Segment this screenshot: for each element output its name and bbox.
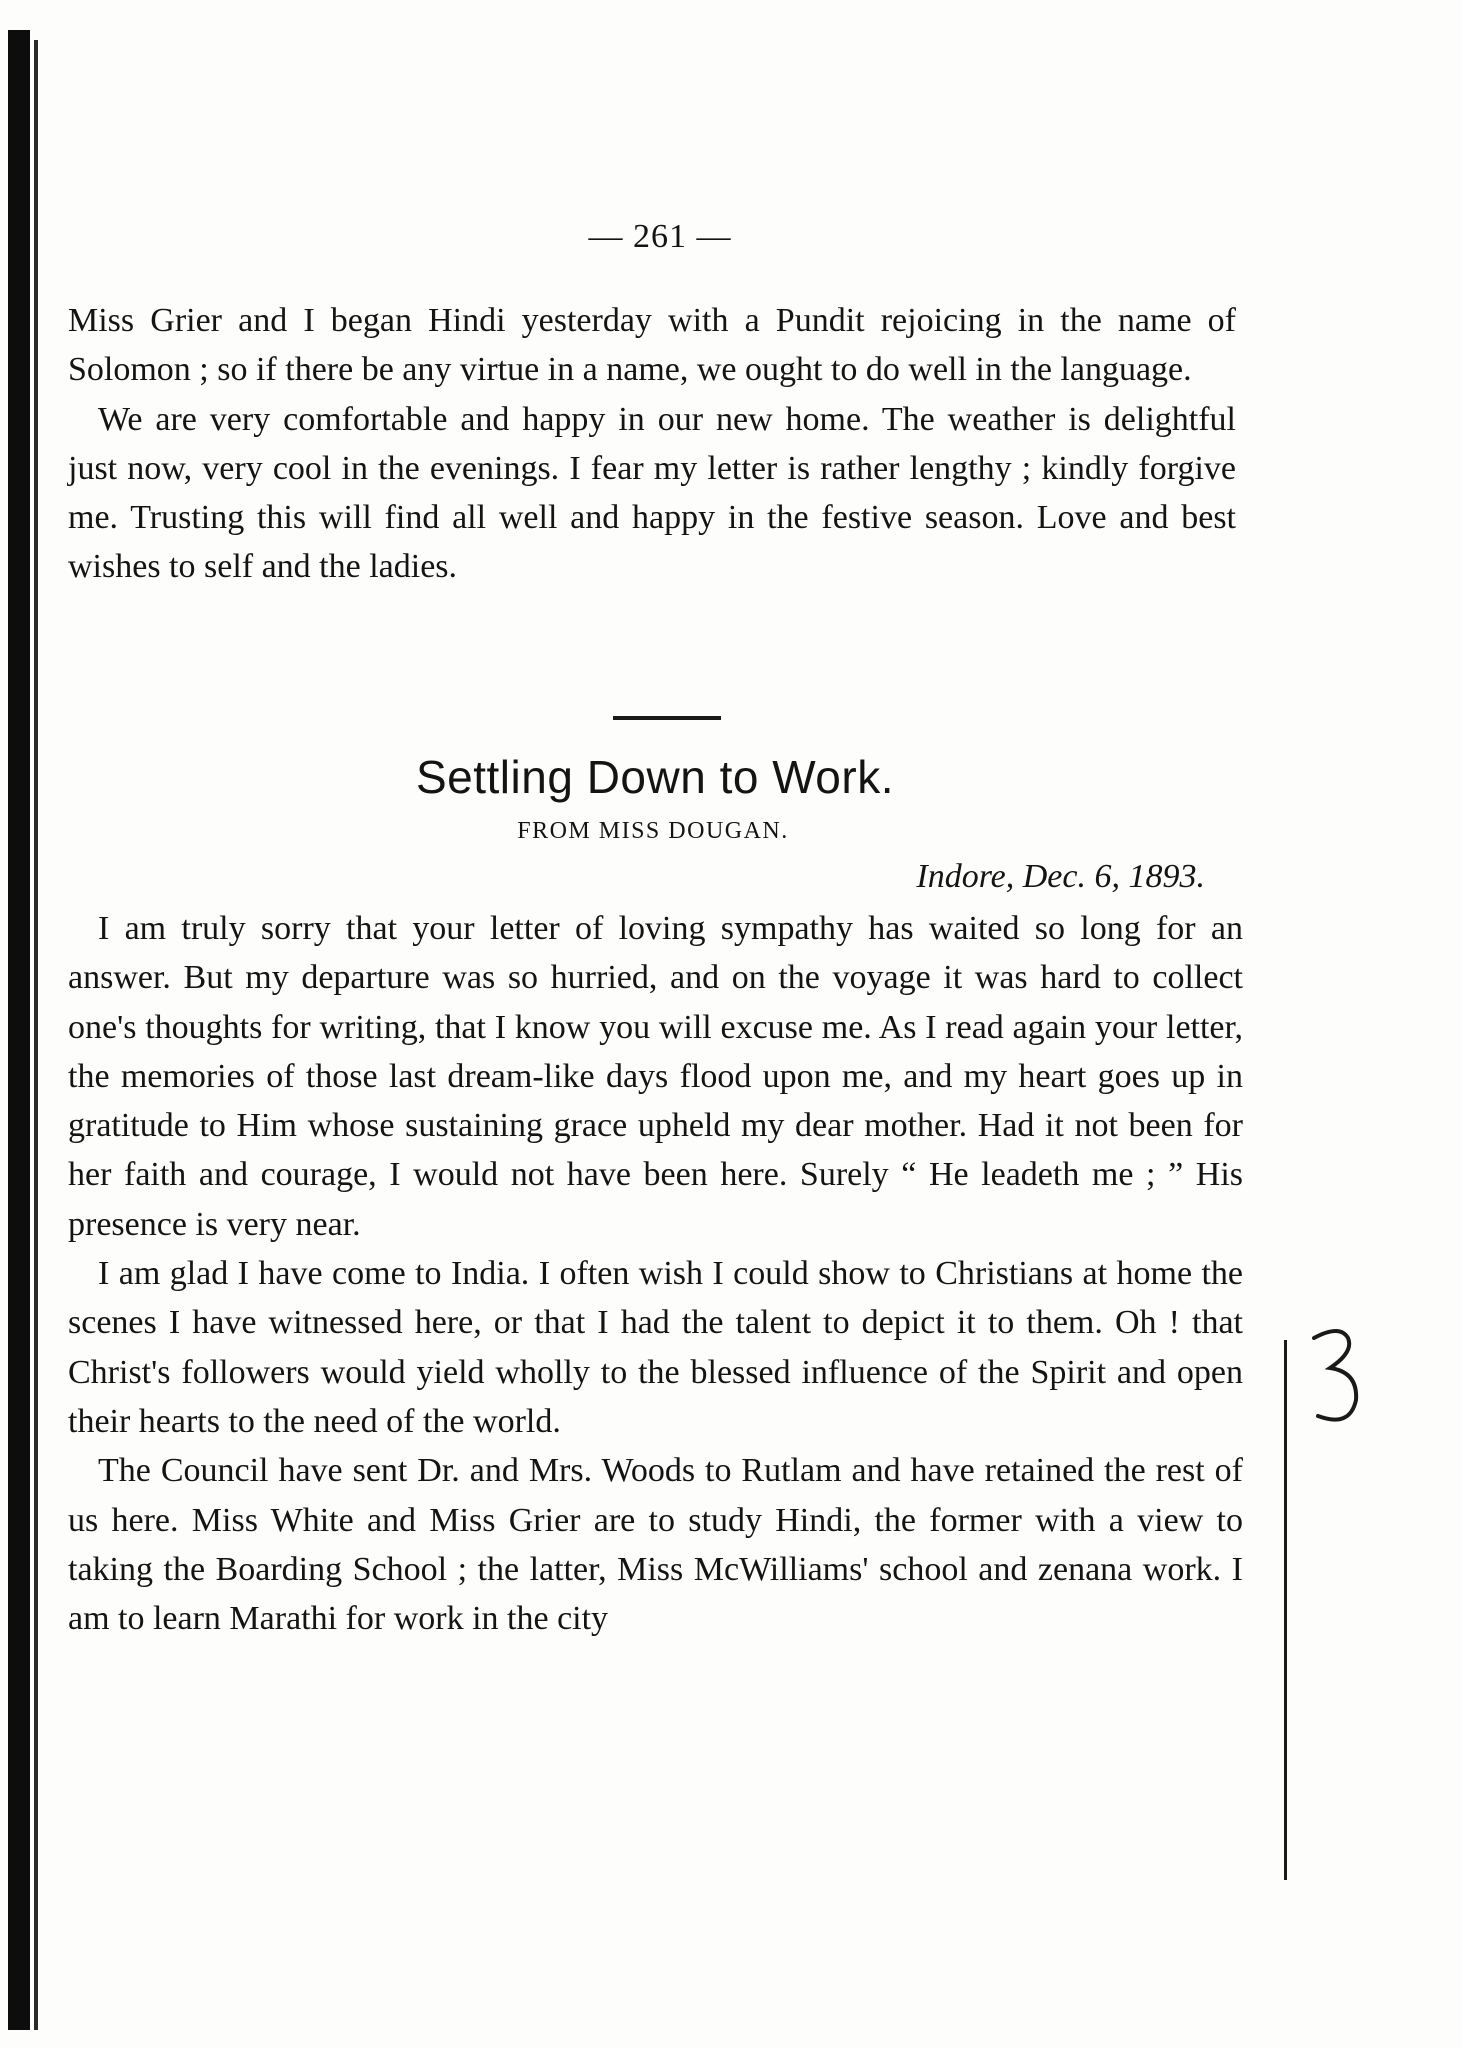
article-dateline: Indore, Dec. 6, 1893.	[916, 858, 1205, 895]
article-body	[68, 904, 1243, 1643]
paragraph: The Council have sent Dr. and Mrs. Woods to Rutlam and have retained the rest of us here. Miss White and Miss Grier are to study Hindi, the former with a view to taking the Boarding School ; the latter, Miss McWilliams' school and zenana work. I am to learn Marathi for work in the city	[68, 1452, 1243, 1638]
binding-shadow	[34, 40, 38, 2030]
continued-letter-text	[68, 296, 1236, 592]
section-separator	[613, 716, 721, 720]
article-byline: FROM MISS DOUGAN.	[517, 818, 789, 844]
article-title: Settling Down to Work.	[415, 751, 894, 803]
paragraph: Miss Grier and I began Hindi yesterday with a Pundit rejoicing in the name of Solomon ; so if there be any virtue in a name, we ought to do well in the language.	[68, 302, 1236, 389]
binding-edge	[8, 30, 30, 2030]
handwritten-margin-numeral	[1300, 1320, 1370, 1440]
page-number: — 261 —	[588, 218, 732, 255]
paragraph: I am glad I have come to India. I often wish I could show to Christians at home the scenes I have witnessed here, or that I had the talent to depict it to them. Oh ! that Christ's followers would yield wholly to the blessed influence of the Spirit and open their hearts to the need of the world.	[68, 1255, 1243, 1440]
margin-bracket-line	[1284, 1340, 1287, 1880]
paragraph: I am truly sorry that your letter of loving sympathy has waited so long for an answer. But my departure was so hurried, and on the voyage it was hard to collect one's thoughts for writing, that I know you will excuse me. As I read again your letter, the memories of those last dream-like days flood upon me, and my heart goes up in gratitude to Him whose sustaining grace upheld my dear mother. Had it not been for her faith and courage, I would not have been here. Surely “ He leadeth me ; ” His presence is very near.	[68, 910, 1243, 1243]
paragraph: We are very comfortable and happy in our new home. The weather is delightful just now, very cool in the evenings. I fear my letter is rather lengthy ; kindly forgive me. Trusting this will find all well and happy in the festive season. Love and best wishes to self and the ladies.	[68, 400, 1236, 586]
